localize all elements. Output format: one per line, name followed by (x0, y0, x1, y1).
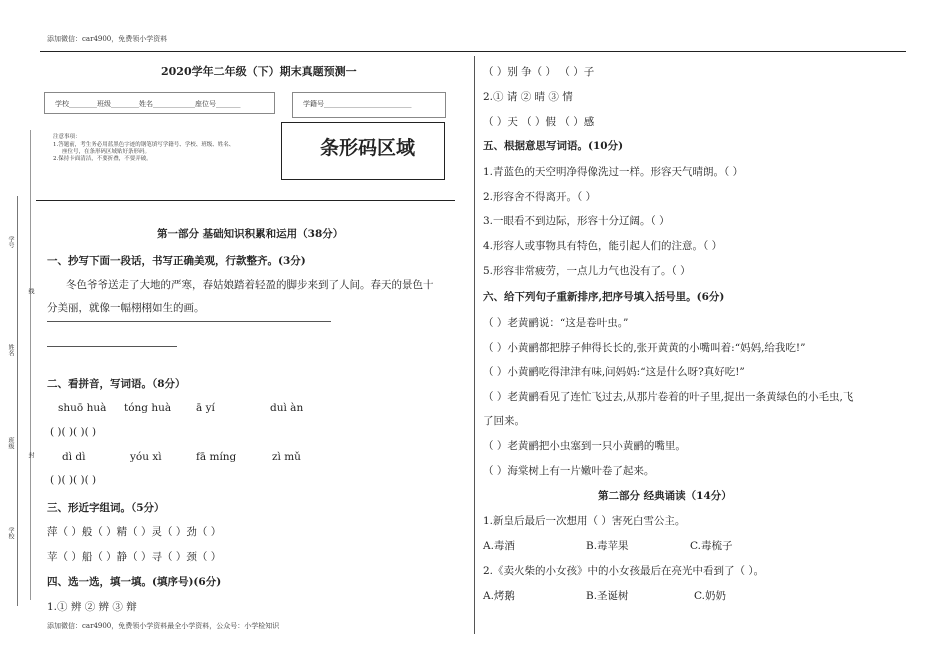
q5-heading: 五、根据意思写词语。(10分) (483, 140, 624, 152)
q6-item-3[interactable]: （ ）小黄鹂吃得津津有味,问妈妈:“这是什么呀?真好吃!” (483, 366, 745, 378)
q6-item-6[interactable]: （ ）海棠树上有一片嫩叶卷了起来。 (483, 465, 655, 477)
pinyin-5: dì dì (62, 451, 86, 463)
pinyin-7: fā míng (196, 451, 237, 463)
q6-item-4-cont: 了回来。 (483, 415, 525, 427)
footer-note: 添加微信：car4900，免费领小学资料最全小学资料，公众号：小学检知识 (47, 622, 280, 630)
section-rule (36, 200, 455, 201)
notes-line3: 2.保持卡面清洁，不要折叠，不要弄破。 (53, 156, 152, 162)
q3-heading: 三、形近字组词。（5分） (47, 502, 165, 514)
seal-line-label: 线 (27, 288, 34, 294)
q5-item-5[interactable]: 5.形容非常疲劳，一点儿力气也没有了。（ ） (483, 265, 691, 277)
seal-line (30, 130, 31, 600)
student-id-label: 学号 (7, 236, 14, 248)
q5-item-1[interactable]: 1.青蓝色的天空明净得像洗过一样。形容天气晴朗。（ ） (483, 166, 744, 178)
barcode-area (281, 122, 445, 180)
q7-question-2[interactable]: 2.《卖火柴的小女孩》中的小女孩最后在亮光中看到了（ ）。 (483, 565, 765, 577)
q7-q2-option-c[interactable]: C.奶奶 (694, 590, 726, 602)
q7-q2-option-a[interactable]: A.烤鹅 (483, 590, 515, 602)
q4-blanks-2[interactable]: （ ）天 （ ）假 （ ）感 (483, 116, 595, 128)
pinyin-8: zì mǔ (272, 451, 301, 463)
student-id-box (292, 92, 446, 118)
q7-question-1[interactable]: 1.新皇后最后一次想用（ ）害死白雪公主。 (483, 515, 686, 527)
copy-line-2[interactable] (47, 346, 177, 347)
q4-blanks-1[interactable]: （ ）别 争（ ） （ ）子 (483, 66, 595, 78)
column-divider (474, 56, 475, 634)
notes-line2: 座位号，在条形码区域贴好条形码。 (62, 149, 151, 155)
q6-item-2[interactable]: （ ）小黄鹂都把脖子伸得长长的,张开黄黄的小嘴叫着:“妈妈,给我吃!” (483, 342, 806, 354)
q1-heading: 一、抄写下面一段话，书写正确美观，行款整齐。(3分) (47, 255, 306, 267)
q5-item-4[interactable]: 4.形容人或事物具有特色，能引起人们的注意。（ ） (483, 240, 723, 252)
notes-heading: 注意事项： (53, 134, 81, 140)
q1-passage-line2: 分美丽，就像一幅栩栩如生的画。 (47, 302, 205, 314)
pinyin-blanks-row1[interactable]: ( )( )( )( ) (50, 426, 97, 438)
q6-item-5[interactable]: （ ）老黄鹂把小虫塞到一只小黄鹂的嘴里。 (483, 440, 686, 452)
similar-chars-row2[interactable]: 苹（ ）船（ ）静（ ）寻（ ）颈（ ） (47, 551, 222, 563)
q5-item-2[interactable]: 2.形容舍不得离开。（ ） (483, 191, 597, 203)
pinyin-blanks-row2[interactable]: ( )( )( )( ) (50, 474, 97, 486)
similar-chars-row1[interactable]: 萍（ ）般（ ）精（ ）灵（ ）劲（ ） (47, 526, 222, 538)
info-box (44, 92, 275, 114)
q7-q1-option-b[interactable]: B.毒苹果 (586, 540, 629, 552)
q7-q1-option-a[interactable]: A.毒酒 (483, 540, 515, 552)
q4-heading: 四、选一选，填一填。(填序号)(6分) (47, 576, 222, 588)
copy-line-1[interactable] (47, 321, 331, 322)
q1-passage-line1: 冬色爷爷送走了大地的严寒，春姑娘踏着轻盈的脚步来到了人间。春天的景色十 (66, 279, 434, 291)
pinyin-3: ā yí (196, 402, 215, 414)
seal-label: 封 (27, 452, 34, 458)
exam-title: 2020学年二年级（下）期末真题预测一 (161, 65, 357, 78)
student-id-field[interactable]: 学籍号_________________________ (303, 100, 412, 108)
q4-options-1: 1.① 辨 ② 辨 ③ 辩 (47, 601, 137, 613)
name-label: 姓名 (7, 344, 14, 356)
pinyin-1: shuō huà (58, 402, 107, 414)
header-rule (40, 51, 906, 52)
q4-options-2: 2.① 请 ② 晴 ③ 情 (483, 91, 573, 103)
q7-q1-option-c[interactable]: C.毒梳子 (690, 540, 733, 552)
part1-title: 第一部分 基础知识积累和运用（38分） (157, 228, 344, 240)
q5-item-3[interactable]: 3.一眼看不到边际，形容十分辽阔。（ ） (483, 215, 670, 227)
barcode-label: 条形码区域 (320, 137, 416, 159)
header-note: 添加微信：car4900，免费领小学资料 (47, 35, 168, 43)
class-label: 班级 (7, 437, 14, 449)
q2-heading: 二、看拼音，写词语。（8分） (47, 378, 186, 390)
pinyin-4: duì àn (270, 402, 304, 414)
school-label: 学校 (7, 527, 14, 539)
binding-line (17, 196, 18, 606)
q6-item-4[interactable]: （ ）老黄鹂看见了连忙飞过去,从那片卷着的叶子里,捉出一条黄绿色的小毛虫,飞 (483, 391, 854, 403)
pinyin-2: tóng huà (124, 402, 172, 414)
part2-title: 第二部分 经典诵读（14分） (598, 490, 732, 502)
pinyin-6: yóu xì (130, 451, 162, 463)
notes-line1: 1.答题前，考生务必用蓝黑色字迹的钢笔填写学籍号、学校、班级、姓名、 (53, 142, 235, 148)
info-fields[interactable]: 学校________班级________姓名____________座位号_______ (55, 100, 241, 108)
q6-item-1[interactable]: （ ）老黄鹂说：“这是卷叶虫。” (483, 317, 629, 329)
q7-q2-option-b[interactable]: B.圣诞树 (586, 590, 629, 602)
q6-heading: 六、给下列句子重新排序,把序号填入括号里。(6分) (483, 291, 725, 303)
